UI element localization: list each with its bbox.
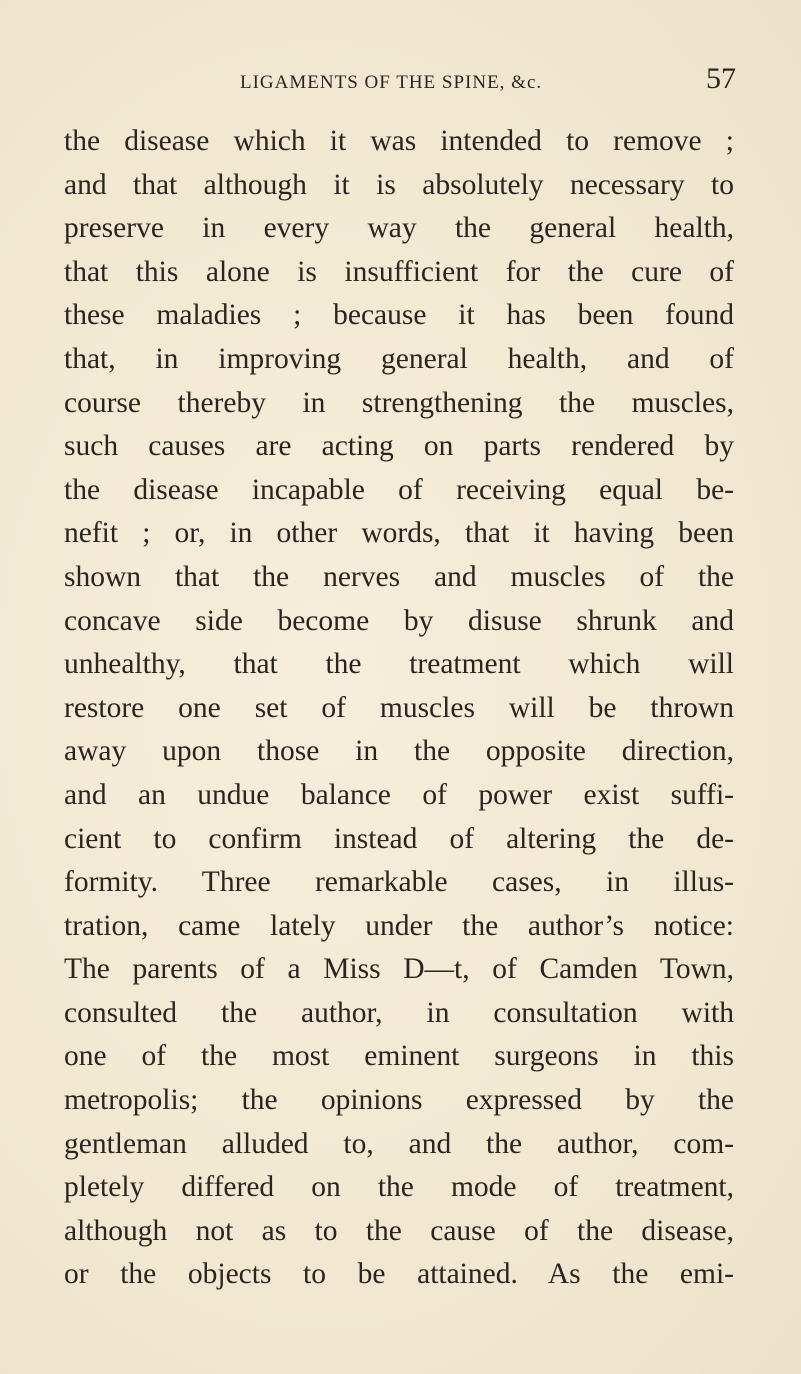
text-line: nefit ; or, in other words, that it having been xyxy=(64,517,734,550)
text-line: cient to confirm instead of altering the de- xyxy=(64,822,734,855)
text-line: course thereby in strengthening the muscles, xyxy=(64,386,734,419)
text-line: unhealthy, that the treatment which will xyxy=(64,648,734,681)
text-line: away upon those in the opposite direction, xyxy=(64,735,734,768)
page-header xyxy=(240,62,760,102)
text-line: tration, came lately under the author’s notice: xyxy=(64,909,734,942)
text-line: one of the most eminent surgeons in this xyxy=(64,1040,734,1073)
text-line: such causes are acting on parts rendered by xyxy=(64,430,734,463)
text-line: and that although it is absolutely necessary to xyxy=(64,168,734,201)
text-line: and an undue balance of power exist suffi- xyxy=(64,778,734,811)
text-line: consulted the author, in consultation with xyxy=(64,996,734,1029)
text-line: pletely differed on the mode of treatment, xyxy=(64,1171,734,1204)
page-number: 57 xyxy=(706,62,736,95)
body-text xyxy=(64,120,734,1297)
text-line: although not as to the cause of the disease, xyxy=(64,1214,734,1247)
running-head: LIGAMENTS OF THE SPINE, &c. xyxy=(240,72,543,93)
text-line: The parents of a Miss D—t, of Camden Town, xyxy=(64,953,734,986)
text-line: metropolis; the opinions expressed by the xyxy=(64,1084,734,1117)
text-line: shown that the nerves and muscles of the xyxy=(64,560,734,593)
text-line: that, in improving general health, and of xyxy=(64,342,734,375)
text-line: concave side become by disuse shrunk and xyxy=(64,604,734,637)
text-line: restore one set of muscles will be thrown xyxy=(64,691,734,724)
text-line: the disease which it was intended to remove ; xyxy=(64,125,734,157)
text-line: formity. Three remarkable cases, in illus- xyxy=(64,866,734,899)
text-line: that this alone is insufficient for the cure of xyxy=(64,255,734,288)
text-line: the disease incapable of receiving equal be- xyxy=(64,473,734,506)
text-line: gentleman alluded to, and the author, com- xyxy=(64,1127,734,1160)
text-line: or the objects to be attained. As the emi- xyxy=(64,1258,734,1291)
text-line: these maladies ; because it has been found xyxy=(64,299,734,332)
text-line: preserve in every way the general health, xyxy=(64,212,734,245)
